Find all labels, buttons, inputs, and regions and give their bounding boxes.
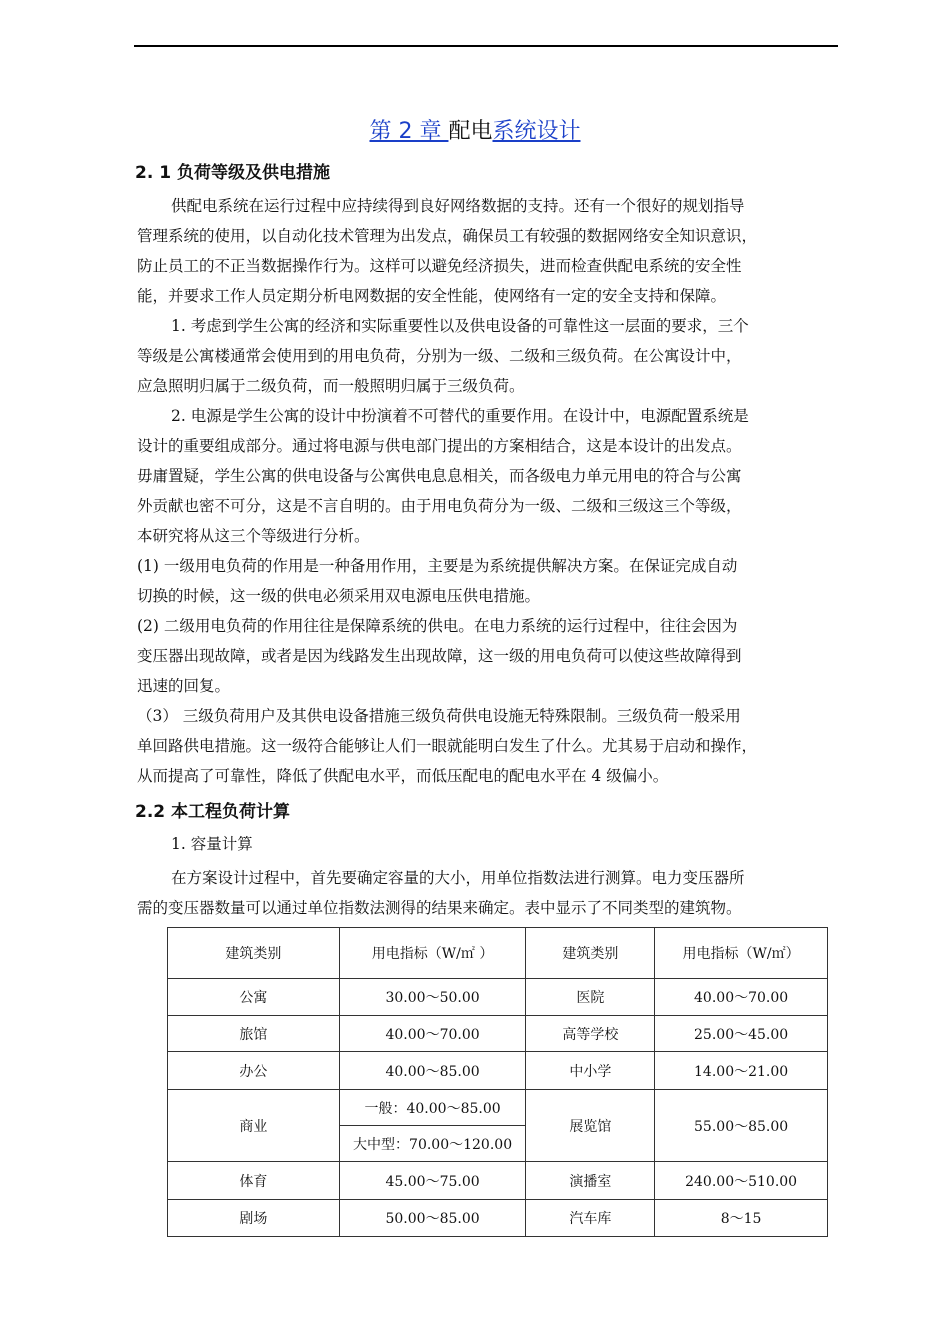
load-index-table	[167, 927, 828, 1237]
para-line: 外贡献也密不可分，这是不言自明的。由于用电负荷分为一级、二级和三级这三个等级，	[137, 497, 742, 515]
table-cell: 剧场	[168, 1200, 340, 1237]
para-line: 迅速的回复。	[137, 677, 231, 695]
paragraph-4	[137, 551, 837, 611]
para-line: 能，并要求工作人员定期分析电网数据的安全性能，使网络有一定的安全支持和保障。	[137, 287, 727, 305]
section-2-2-heading: 2.2 本工程负荷计算	[135, 802, 291, 822]
table-row	[168, 1052, 828, 1090]
para-line: 毋庸置疑，学生公寓的供电设备与公寓供电息息相关，而各级电力单元用电的符合与公寓	[137, 467, 742, 485]
paragraph-5	[137, 611, 837, 701]
table-cell: 50.00～85.00	[339, 1200, 526, 1237]
table-cell: 公寓	[168, 979, 340, 1016]
table-cell: 旅馆	[168, 1016, 340, 1052]
table-cell: 14.00～21.00	[655, 1052, 828, 1090]
para-line: 设计的重要组成部分。通过将电源与供电部门提出的方案相结合，这是本设计的出发点。	[137, 437, 742, 455]
para-line: 在方案设计过程中，首先要确定容量的大小，用单位指数法进行测算。电力变压器所	[171, 869, 745, 887]
chapter-title-link[interactable]: 系统设计	[492, 119, 581, 144]
table-row	[168, 1090, 828, 1126]
para-line: (2) 二级用电负荷的作用往往是保障系统的供电。在电力系统的运行过程中，往往会因为	[137, 617, 738, 635]
table-header-cell: 建筑类别	[526, 928, 655, 979]
paragraph-7	[137, 863, 837, 923]
para-line: 变压器出现故障，或者是因为线路发生出现故障，这一级的用电负荷可以使这些故障得到	[137, 647, 742, 665]
para-line: 供配电系统在运行过程中应持续得到良好网络数据的支持。还有一个很好的规划指导	[171, 197, 745, 215]
table-cell: 中小学	[526, 1052, 655, 1090]
subheading-capacity	[137, 829, 837, 859]
table-cell: 一般：40.00～85.00	[339, 1090, 526, 1126]
para-line: 管理系统的使用，以自动化技术管理为出发点，确保员工有较强的数据网络安全知识意识，	[137, 227, 758, 245]
para-line: 2. 电源是学生公寓的设计中扮演着不可替代的重要作用。在设计中，电源配置系统是	[171, 407, 749, 425]
table-cell: 240.00～510.00	[655, 1162, 828, 1200]
table-row	[168, 1162, 828, 1200]
paragraph-6	[137, 701, 837, 791]
para-line: (1) 一级用电负荷的作用是一种备用作用，主要是为系统提供解决方案。在保证完成自动	[137, 557, 738, 575]
table-cell: 30.00～50.00	[339, 979, 526, 1016]
table-cell: 55.00～85.00	[655, 1090, 828, 1162]
table-cell: 办公	[168, 1052, 340, 1090]
para-line: 应急照明归属于二级负荷，而一般照明归属于三级负荷。	[137, 377, 525, 395]
section-2-1-heading: 2. 1 负荷等级及供电措施	[135, 163, 330, 183]
para-line: 1. 考虑到学生公寓的经济和实际重要性以及供电设备的可靠性这一层面的要求，三个	[171, 317, 749, 335]
table-header-row	[168, 928, 828, 979]
table-cell: 25.00～45.00	[655, 1016, 828, 1052]
table-cell: 40.00～70.00	[339, 1016, 526, 1052]
header-rule	[134, 45, 838, 47]
table-cell: 40.00～85.00	[339, 1052, 526, 1090]
chapter-number-link[interactable]: 第 2 章	[369, 119, 449, 144]
para-line: 切换的时候，这一级的供电必须采用双电源电压供电措施。	[137, 587, 541, 605]
paragraph-1	[137, 191, 837, 311]
para-line: 单回路供电措施。这一级符合能够让人们一眼就能明白发生了什么。尤其易于启动和操作，	[137, 737, 758, 755]
table-row	[168, 1200, 828, 1237]
table-header-cell: 用电指标（W/㎡）	[655, 928, 828, 979]
table-header-cell: 用电指标（W/㎡ ）	[339, 928, 526, 979]
para-line: 防止员工的不正当数据操作行为。这样可以避免经济损失，进而检查供配电系统的安全性	[137, 257, 742, 275]
table-row	[168, 1016, 828, 1052]
table-row	[168, 979, 828, 1016]
table-cell: 8～15	[655, 1200, 828, 1237]
para-line: 等级是公寓楼通常会使用到的用电负荷，分别为一级、二级和三级负荷。在公寓设计中，	[137, 347, 742, 365]
para-line: 需的变压器数量可以通过单位指数法测得的结果来确定。表中显示了不同类型的建筑物。	[137, 899, 742, 917]
table-cell: 体育	[168, 1162, 340, 1200]
table-cell: 高等学校	[526, 1016, 655, 1052]
table-cell: 演播室	[526, 1162, 655, 1200]
table-cell: 45.00～75.00	[339, 1162, 526, 1200]
table-cell: 展览馆	[526, 1090, 655, 1162]
table-header-cell: 建筑类别	[168, 928, 340, 979]
para-line: （3） 三级负荷用户及其供电设备措施三级负荷供电设施无特殊限制。三级负荷一般采用	[137, 707, 741, 725]
paragraph-2	[137, 311, 837, 401]
paragraph-3	[137, 401, 837, 551]
para-line: 从而提高了可靠性，降低了供配电水平，而低压配电的配电水平在 4 级偏小。	[137, 767, 669, 785]
chapter-title-plain: 配电	[448, 119, 493, 144]
para-line: 本研究将从这三个等级进行分析。	[137, 527, 370, 545]
subheading-text: 1. 容量计算	[171, 835, 253, 853]
chapter-title	[0, 114, 950, 145]
table-cell: 大中型：70.00～120.00	[339, 1126, 526, 1162]
table-cell: 汽车库	[526, 1200, 655, 1237]
table-cell: 医院	[526, 979, 655, 1016]
table-cell: 商业	[168, 1090, 340, 1162]
table-cell: 40.00～70.00	[655, 979, 828, 1016]
